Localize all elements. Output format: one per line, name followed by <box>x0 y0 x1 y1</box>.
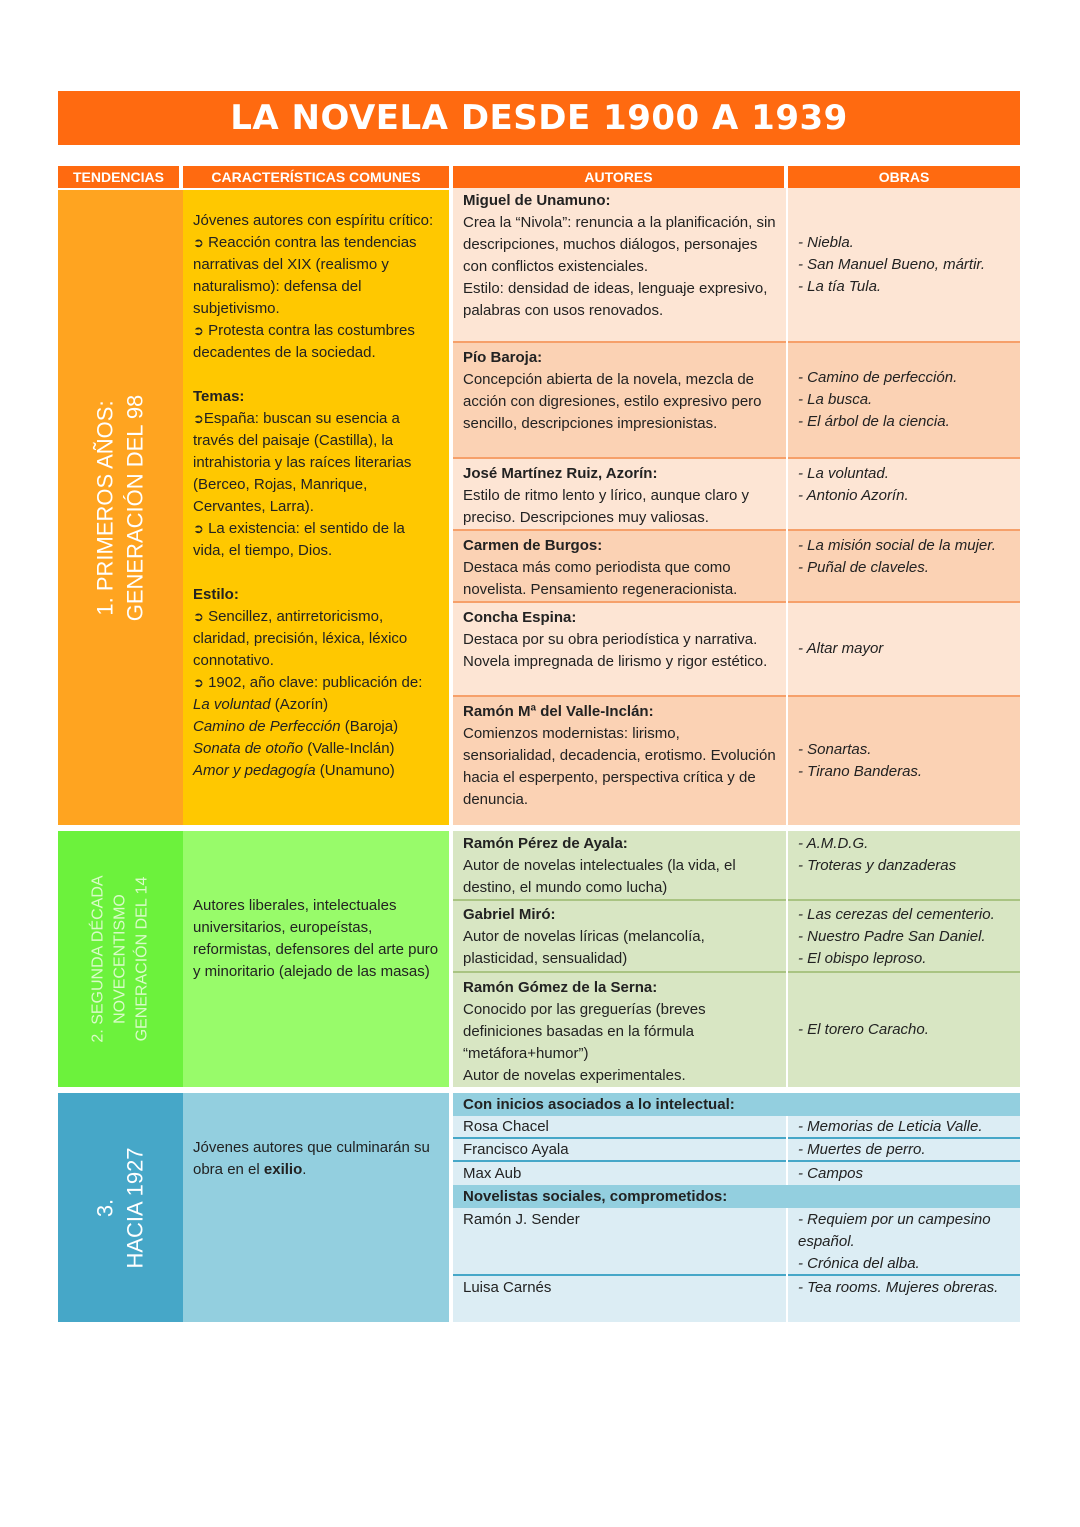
works-azorin <box>788 459 1020 531</box>
estilo-2: 1902, año clave: publicación de: <box>208 674 423 691</box>
works-miro <box>788 901 1020 973</box>
caract-1-intro: Jóvenes autores con espíritu crítico: <box>193 212 434 229</box>
works-perez-de-ayala <box>788 831 1020 901</box>
estilo-heading: Estilo: <box>193 586 239 603</box>
work-title: - Requiem por un campesino español. <box>798 1211 991 1250</box>
work-title: Destaca por su obra periodística y narrativa. Novela impregnada de lirismo y rigor estético. <box>463 631 768 670</box>
arrow-icon: ➲ <box>193 521 204 536</box>
tendency-2-line1: 2. SEGUNDA DÉCADA <box>89 875 107 1043</box>
author-burgos: Carmen de Burgos: Destaca más como periodista que como novelista. Pensamiento regeneracionista. <box>453 531 786 603</box>
arrow-icon: ➲ <box>193 675 204 690</box>
work-title: Autor de novelas líricas (melancolía, plasticidad, sensualidad) <box>463 928 705 967</box>
work-title: - El árbol de la ciencia. <box>798 413 950 430</box>
work-title: - La misión social de la mujer. <box>798 537 996 554</box>
author-carnes: Luisa Carnés <box>453 1276 786 1322</box>
works-valle-inclan <box>788 697 1020 825</box>
works-baroja <box>788 343 1020 459</box>
work-camino: Camino de Perfección <box>193 718 341 735</box>
work-title: - La busca. <box>798 391 873 408</box>
work-title: Autores liberales, intelectuales universitarios, europeístas, reformistas, defensores del arte puro y minoritario (alejado de las masas) <box>193 897 439 980</box>
characteristics-3: Jóvenes autores que culminarán su obra en el exilio. <box>183 1093 449 1322</box>
work-title: - Nuestro Padre San Daniel. <box>798 928 986 945</box>
tendency-1 <box>58 190 183 825</box>
author-valle-inclan: Ramón Mª del Valle-Inclán: Comienzos modernistas: lirismo, sensorialidad, decadencia, erotismo. Evolución hacia el esperpento, perspectiva crítica y de denuncia. <box>453 697 786 825</box>
author-azorin: José Martínez Ruiz, Azorín: Estilo de ritmo lento y lírico, aunque claro y preciso. Descripciones muy valiosas. <box>453 459 786 531</box>
tendency-2-line2: NOVECENTISMO <box>111 894 129 1024</box>
work-title: - Puñal de claveles. <box>798 559 929 576</box>
work-title: - Niebla. <box>798 233 854 251</box>
author-chacel: Rosa Chacel <box>453 1116 786 1139</box>
header-tendencias: TENDENCIAS <box>58 166 179 188</box>
header-caracteristicas: CARACTERÍSTICAS COMUNES <box>183 166 449 188</box>
tendency-3-line2: HACIA 1927 <box>122 1146 148 1269</box>
author-unamuno: Miguel de Unamuno: Crea la “Nivola”: renuncia a la planificación, sin descripciones, muchos diálogos, personajes con conflictos existenciales. Estilo: densidad de ideas, lenguaje expresivo, palabras con usos renovados. <box>453 188 786 343</box>
group-intelectual: Con inicios asociados a lo intelectual: <box>453 1093 1020 1116</box>
work-title: - Tirano Banderas. <box>798 763 923 780</box>
work-title: Crea la “Nivola”: renuncia a la planificación, sin descripciones, muchos diálogos, personajes con conflictos existenciales. <box>463 214 776 275</box>
caract-1-point1: Reacción contra las tendencias narrativas del XIX (realismo y naturalismo): defensa del subjetivismo. <box>193 234 417 317</box>
temas-1: España: buscan su esencia a través del paisaje (Castilla), la intrahistoria y las raíces literarias (Berceo, Rojas, Manrique, Cervantes, Larra). <box>193 410 412 515</box>
document-title: LA NOVELA DESDE 1900 A 1939 <box>58 91 1020 145</box>
work-title: - Memorias de Leticia Valle. <box>798 1118 983 1135</box>
work-sonata: Sonata de otoño <box>193 740 304 757</box>
exilio-word: exilio <box>263 1161 303 1178</box>
tendency-2-line3: GENERACIÓN DEL 14 <box>133 876 151 1042</box>
works-ayala <box>788 1139 1020 1162</box>
works-chacel <box>788 1116 1020 1139</box>
caract-1-point2: Protesta contra las costumbres decadentes de la sociedad. <box>193 322 415 361</box>
group-sociales: Novelistas sociales, comprometidos: <box>453 1185 1020 1208</box>
work-title: - Troteras y danzaderas <box>798 857 957 874</box>
works-sender <box>788 1208 1020 1276</box>
work-title: - Sonartas. <box>798 741 872 758</box>
works-unamuno <box>788 188 1020 343</box>
author-sender: Ramón J. Sender <box>453 1208 786 1276</box>
header-autores: AUTORES <box>453 166 784 188</box>
works-espina <box>788 603 1020 697</box>
novel-table <box>58 166 1020 1322</box>
work-title: - La voluntad. <box>798 465 889 482</box>
work-title: Conocido por las greguerías (breves definiciones basadas en la fórmula “metáfora+humor”) <box>463 1001 706 1062</box>
work-title: - Muertes de perro. <box>798 1141 926 1158</box>
arrow-icon: ➲ <box>193 609 204 624</box>
work-title: Autor de novelas experimentales. <box>463 1067 686 1084</box>
work-title: Destaca más como periodista que como novelista. Pensamiento regeneracionista. <box>463 559 738 598</box>
works-aub <box>788 1162 1020 1185</box>
work-title: Autor de novelas intelectuales (la vida, el destino, el mundo como lucha) <box>463 857 736 896</box>
characteristics-1: Jóvenes autores con espíritu crítico: ➲ Reacción contra las tendencias narrativas del XIX (realismo y naturalismo): defensa del subjetivismo. ➲ Protesta contra las costumbres decadentes de la sociedad. Temas: ➲España: buscan su esencia a través del paisaje (Castilla), la intrahistoria y las raíces literarias (Berceo, Rojas, Manrique, Cervantes, Larra). ➲ La existencia: el sentido de la vida, el tiempo, Dios. Estilo: ➲ Sencillez, antirretoricismo, claridad, precisión, léxica, léxico connotativo. ➲ 1902, año clave: publicación de: La voluntad (Azorín) Camino de Perfección (Baroja) Sonata de otoño (Valle-Inclán) Amor y pedagogía (Unamuno) <box>183 190 449 825</box>
author-aub: Max Aub <box>453 1162 786 1185</box>
estilo-1: Sencillez, antirretoricismo, claridad, precisión, léxica, léxico connotativo. <box>193 608 408 669</box>
works-gomez-de-la-serna <box>788 973 1020 1087</box>
work-title: - El torero Caracho. <box>798 1021 929 1038</box>
work-amor: Amor y pedagogía <box>193 762 316 779</box>
tendency-2 <box>58 831 183 1087</box>
work-title: Concepción abierta de la novela, mezcla de acción con digresiones, estilo expresivo pero sencillo, descripciones impresionistas. <box>463 371 762 432</box>
author-gomez-de-la-serna: Ramón Gómez de la Serna: Conocido por las greguerías (breves definiciones basadas en la fórmula “metáfora+humor”) Autor de novelas experimentales. <box>453 973 786 1087</box>
works-carnes <box>788 1276 1020 1322</box>
arrow-icon: ➲ <box>193 235 204 250</box>
work-title: Estilo de ritmo lento y lírico, aunque claro y preciso. Descripciones muy valiosas. <box>463 487 749 526</box>
work-title: - Antonio Azorín. <box>798 487 909 504</box>
work-title: - Altar mayor <box>798 640 884 657</box>
author-perez-de-ayala: Ramón Pérez de Ayala: Autor de novelas intelectuales (la vida, el destino, el mundo como lucha) <box>453 831 786 901</box>
work-title: - Las cerezas del cementerio. <box>798 906 995 923</box>
work-title: - El obispo leproso. <box>798 950 927 967</box>
author-ayala: Francisco Ayala <box>453 1139 786 1162</box>
work-title: - Camino de perfección. <box>798 369 958 386</box>
temas-2: La existencia: el sentido de la vida, el tiempo, Dios. <box>193 520 405 559</box>
work-title: - Crónica del alba. <box>798 1255 920 1272</box>
arrow-icon: ➲ <box>193 411 204 426</box>
tendency-1-line2: GENERACIÓN DEL 98 <box>122 394 148 621</box>
temas-heading: Temas: <box>193 388 245 405</box>
work-title: - Tea rooms. Mujeres obreras. <box>798 1279 999 1296</box>
arrow-icon: ➲ <box>193 323 204 338</box>
author-espina: Concha Espina: Destaca por su obra periodística y narrativa. Novela impregnada de lirismo y rigor estético. <box>453 603 786 697</box>
author-miro: Gabriel Miró: Autor de novelas líricas (melancolía, plasticidad, sensualidad) <box>453 901 786 973</box>
header-obras: OBRAS <box>788 166 1020 188</box>
tendency-3-line1: 3. <box>92 1198 118 1217</box>
works-burgos <box>788 531 1020 603</box>
work-title: - Campos <box>798 1165 864 1182</box>
tendency-1-line1: 1. PRIMEROS AÑOS: <box>92 399 118 616</box>
work-title: - San Manuel Bueno, mártir. <box>798 255 986 273</box>
document <box>58 91 1020 1322</box>
author-baroja: Pío Baroja: Concepción abierta de la novela, mezcla de acción con digresiones, estilo expresivo pero sencillo, descripciones impresionistas. <box>453 343 786 459</box>
tendency-3 <box>58 1093 183 1322</box>
work-title: Comienzos modernistas: lirismo, sensorialidad, decadencia, erotismo. Evolución hacia el esperpento, perspectiva crítica y de denuncia. <box>463 725 776 808</box>
work-title: - La tía Tula. <box>798 277 882 295</box>
characteristics-2 <box>183 831 449 1087</box>
work-title: - A.M.D.G. <box>798 835 869 852</box>
work-la-voluntad: La voluntad <box>193 696 271 713</box>
work-title: Estilo: densidad de ideas, lenguaje expresivo, palabras con usos renovados. <box>463 280 768 319</box>
